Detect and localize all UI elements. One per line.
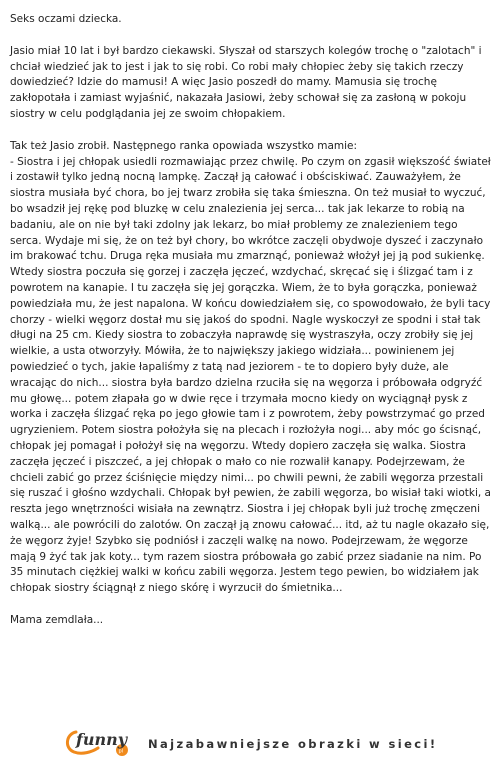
logo-suffix: pl: [118, 748, 124, 755]
story: [10, 12, 492, 645]
footer-slogan: Najzabawniejsze obrazki w sieci!: [148, 737, 438, 751]
story-paragraph-2: Tak też Jasio zrobił. Następnego ranka opowiada wszystko mamie: - Siostra i jej chłopak usiedli rozmawiając przez chwilę. Po czym on zgasił większość świateł i zostawił tylko jedną nocną lampkę. Zaczął ją całować i obściskiwać. Zauważyłem, że siostra musiała być chora, bo jej twarz zrobiła się taka śmieszna. On też musiał to wyczuć, bo wsadził jej rękę pod bluzkę w celu znalezienia jej serca... tak jak lekarze to robią na badaniu, ale on nie był taki zdolny jak lekarz, bo miał problemy ze znalezieniem tego serca. Wydaje mi się, że on też był chory, bo wkrótce zaczęli obydwoje dyszeć i zaczynało im brakować tchu. Druga ręka musiała mu zmarznąć, ponieważ włożył jej ją pod sukienkę. Wtedy siostra poczuła się gorzej i zaczęła jęczeć, wzdychać, skręcać się i ślizgać tam i z powrotem na kanapie. I tu zaczęła się jej gorączka. Wiem, że to była gorączka, ponieważ powiedziała mu, że jest napalona. W końcu dowiedziałem się, co spowodowało, że byli tacy chorzy - wielki węgorz dostał mu się jakoś do spodni. Nagle wyskoczył ze spodni i stał tak długi na 25 cm. Kiedy siostra to zobaczyła naprawdę się wystraszyła, oczy zrobiły się jej wielkie, a usta otworzyły. Mówiła, że to największy jakiego widziała... powinienem jej powiedzieć o tych, jakie łapaliśmy z tatą nad jeziorem - te to dopiero były duże, ale wracając do nich... siostra była bardzo dzielna rzuciła się na węgorza i próbowała odgryźć mu głowę... potem złapała go w dwie ręce i trzymała mocno kiedy on wyciągnął pysk z worka i zaczęła ślizgać ręka po jego głowie tam i z powrotem, żeby powstrzymać go przed ugryzieniem. Potem siostra położyła się na plecach i rozłożyła nogi... aby móc go ścisnąć, chłopak jej pomagał i położył się na węgorzu. Wtedy dopiero zaczęła się walka. Siostra zaczęła jęczeć i piszczeć, a jej chłopak o mało co nie rozwalił kanapy. Podejrzewam, że chcieli zabić go przez ściśnięcie między nimi... po chwili pewni, że zabili węgorza przestali się ruszać i głośno wzdychali. Chłopak był pewien, że zabili węgorza, bo wisiał taki wiotki, a reszta jego wnętrzności wisiała na zewnątrz. Siostra i jej chłopak byli już trochę zmęczeni walką... ale powrócili do zalotów. On zaczął ją znowu całować... itd, aż tu nagle okazało się, że węgorz żyje! Szybko się podniósł i zaczęli walkę na nowo. Podejrzewam, że węgorze mają 9 żyć tak jak koty... tym razem siostra próbowała go zabić przez siadanie na nim. Po 35 minutach ciężkiej walki w końcu zabili węgorza. Jestem tego pewien, bo widziałem jak chłopak siostry ściągnął z niego skórę i wyrzucił do śmietnika...: [10, 139, 491, 595]
story-paragraph-3: Mama zemdlała...: [10, 613, 104, 626]
logo-text: funny: [76, 730, 128, 749]
story-paragraph-1: Jasio miał 10 lat i był bardzo ciekawski. Słyszał od starszych kolegów trochę o "zalotach" i chciał wiedzieć jak to jest i jak to się robi. Co robi mały chłopiec żeby się takich rzeczy dowiedzieć? Idzie do mamusi! A więc Jasio poszedł do mamy. Mamusia się trochę zakłopotała i zamiast wyjaśnić, nakazała Jasiowi, żeby schował się za zasłoną w pokoju siostry w celu podglądania jej ze swoim chłopakiem.: [10, 44, 482, 120]
funny-logo: [62, 726, 132, 758]
footer: [0, 720, 502, 764]
story-title: Seks oczami dziecka.: [10, 13, 122, 25]
